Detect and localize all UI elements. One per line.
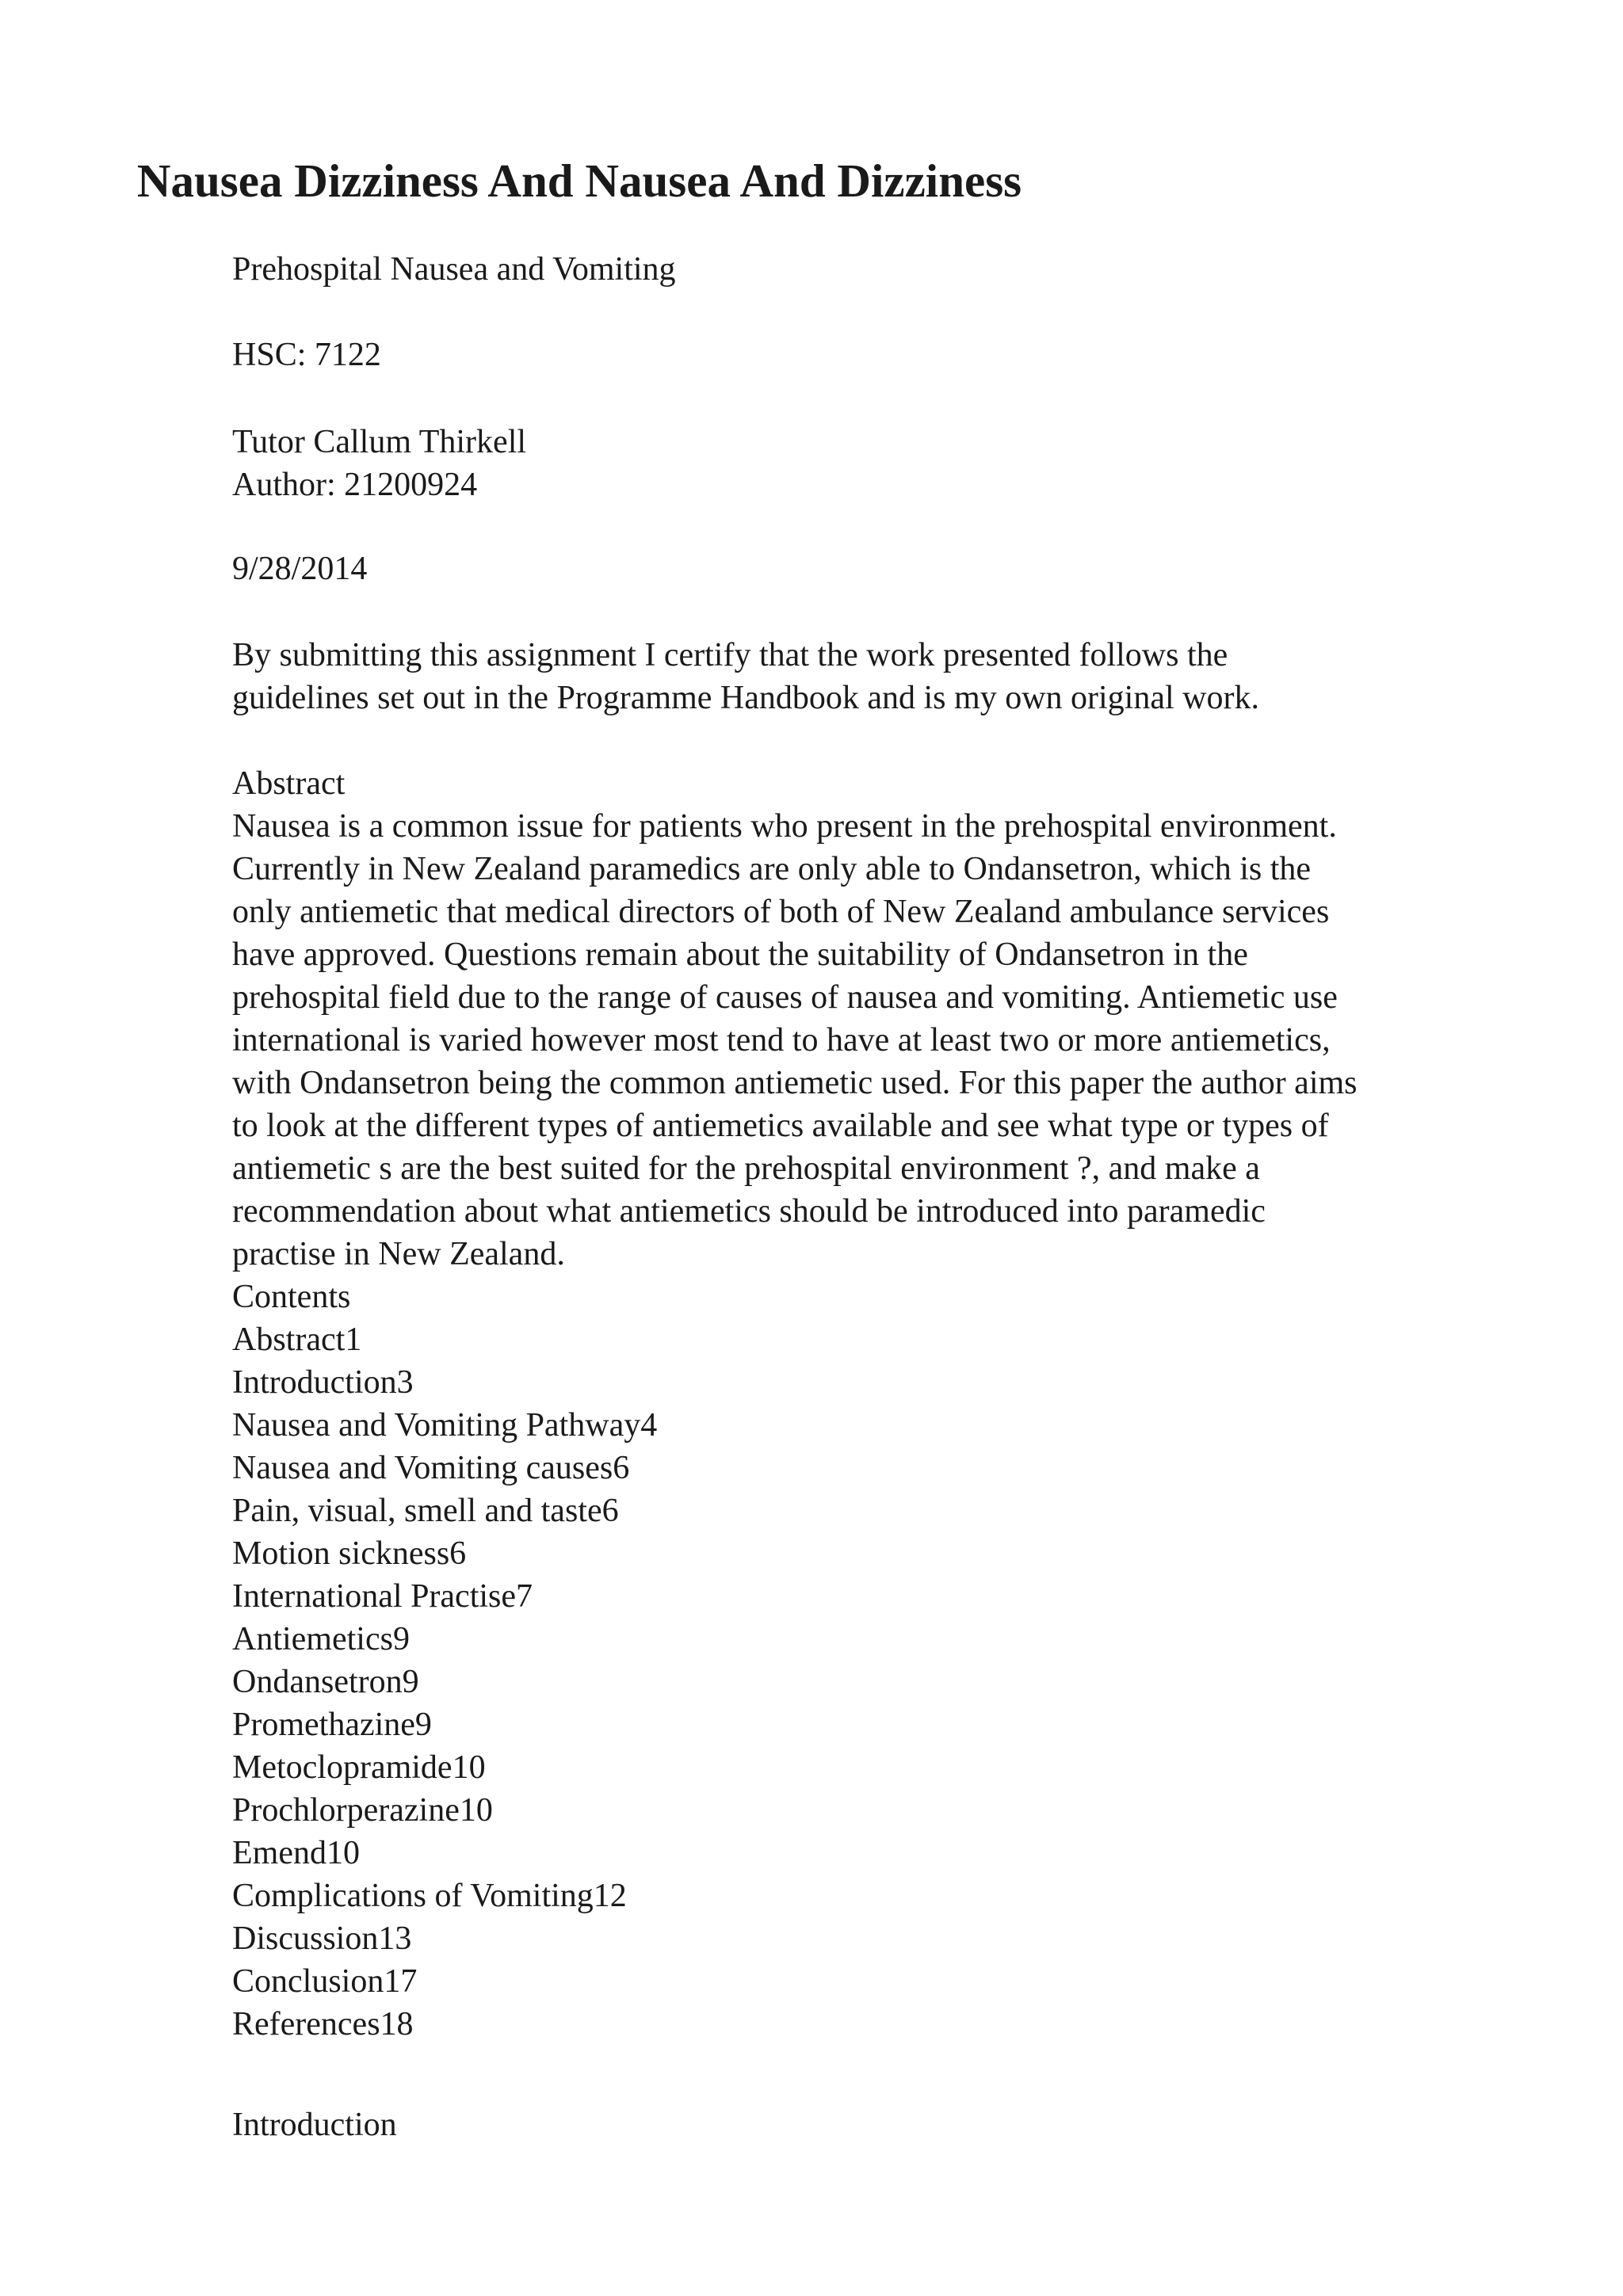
toc-entry: Pain, visual, smell and taste6 [232, 1493, 619, 1529]
abstract-line: with Ondansetron being the common antiemetic used. For this paper the author aims [232, 1065, 1358, 1101]
toc-entry: Prochlorperazine10 [232, 1792, 493, 1829]
author-id: Author: 21200924 [232, 467, 478, 503]
tutor-author-block [232, 421, 526, 506]
abstract-line: Currently in New Zealand paramedics are only able to Ondansetron, which is the [232, 851, 1312, 887]
table-of-contents [232, 1318, 1358, 2046]
abstract-line: prehospital field due to the range of causes of nausea and vomiting. Antiemetic use [232, 979, 1338, 1016]
toc-entry: Discussion13 [232, 1920, 412, 1957]
course-code-text: HSC: 7122 [232, 337, 381, 373]
toc-entry: References18 [232, 2006, 414, 2042]
abstract-line: recommendation about what antiemetics should be introduced into paramedic [232, 1193, 1266, 1230]
course-code [232, 334, 381, 376]
abstract-line: Nausea is a common issue for patients who present in the prehospital environment. [232, 808, 1337, 845]
abstract-line: international is varied however most tend to have at least two or more antiemetics, [232, 1022, 1331, 1058]
toc-entry: Promethazine9 [232, 1707, 432, 1743]
tutor-name: Tutor Callum Thirkell [232, 424, 527, 460]
toc-entry: Abstract1 [232, 1322, 362, 1358]
abstract-body [232, 805, 1358, 1276]
toc-entry: International Practise7 [232, 1578, 533, 1615]
toc-entry: Conclusion17 [232, 1963, 418, 2000]
document-title: Nausea Dizziness And Nausea And Dizziness [136, 154, 1022, 207]
subtitle-text: Prehospital Nausea and Vomiting [232, 251, 676, 288]
introduction-section [232, 2103, 397, 2146]
toc-entry: Nausea and Vomiting causes6 [232, 1450, 630, 1486]
toc-entry: Motion sickness6 [232, 1535, 467, 1572]
abstract-line: have approved. Questions remain about the suitability of Ondansetron in the [232, 936, 1248, 973]
toc-entry: Nausea and Vomiting Pathway4 [232, 1407, 658, 1444]
abstract-and-contents [232, 762, 1358, 2046]
certification-line: By submitting this assignment I certify that the work presented follows the [232, 637, 1228, 673]
toc-entry: Emend10 [232, 1835, 360, 1871]
certification-line: guidelines set out in the Programme Handbook and is my own original work. [232, 680, 1259, 716]
abstract-line: to look at the different types of antiemetics available and see what type or types of [232, 1108, 1329, 1144]
toc-entry: Antiemetics9 [232, 1621, 410, 1657]
toc-entry: Metoclopramide10 [232, 1749, 486, 1786]
abstract-line: only antiemetic that medical directors of both of New Zealand ambulance services [232, 894, 1330, 930]
document-subtitle [232, 248, 676, 291]
date-text: 9/28/2014 [232, 551, 368, 587]
abstract-line: antiemetic s are the best suited for the prehospital environment ?, and make a [232, 1150, 1260, 1187]
document-date [232, 547, 367, 590]
toc-entry: Introduction3 [232, 1364, 414, 1401]
certification-statement [232, 634, 1259, 719]
introduction-heading: Introduction [232, 2107, 397, 2143]
abstract-heading: Abstract [232, 765, 346, 802]
contents-heading: Contents [232, 1279, 351, 1315]
abstract-line: practise in New Zealand. [232, 1236, 565, 1272]
toc-entry: Ondansetron9 [232, 1664, 419, 1700]
toc-entry: Complications of Vomiting12 [232, 1878, 627, 1914]
